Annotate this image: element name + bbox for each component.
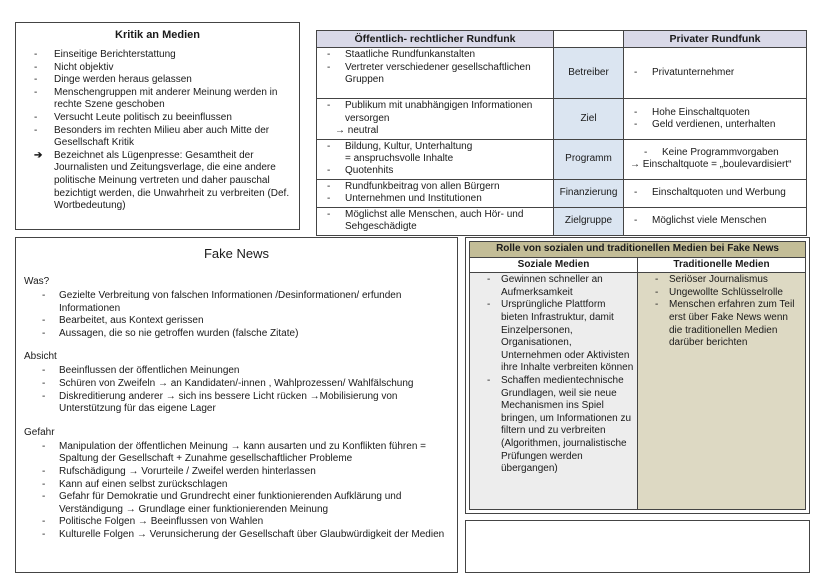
list-item [641,274,802,287]
item-text: Einschaltquote = „boulevardisiert“ [642,159,792,171]
item-text: Quotenhits [345,165,394,177]
public-cell [317,207,554,235]
item-text: Gefahr für Demokratie und Grundrecht einer funktionierenden Aufklärung und Verständigung → Grundlage einer funktionierenden Meinung [59,491,402,515]
item-text: Gezielte Verbreitung von falschen Informationen /Desinformationen/ erfunden Informationen [59,290,402,314]
list-item [24,378,449,391]
bullet: - [327,193,331,205]
bullet: - [487,374,491,386]
item-text: Geld verdienen, unterhalten [652,119,776,131]
item-text: Staatliche Rundfunkanstalten [345,49,476,61]
bullet: - [34,49,38,60]
item-text: = anspruchsvolle Inhalte [345,153,454,165]
list-item [24,74,291,87]
arrow-icon: ➔ [34,149,43,161]
item-text: Aussagen, die so nie getroffen wurden (falsche Zitate) [59,327,299,339]
table-row [317,139,807,179]
item-text: Möglichst viele Menschen [652,214,767,226]
bullet: - [655,286,659,298]
bullet: - [655,299,659,311]
rolle-table [469,241,806,510]
list-item [24,479,449,492]
bullet: - [634,214,638,226]
bullet: - [327,61,331,73]
arrow-icon: → [630,159,640,171]
list-item [24,391,449,416]
bullet: - [644,146,648,158]
item-text: Schüren von Zweifeln → an Kandidaten/-innen , Wahlprozessen/ Wahlfälschung [59,377,414,389]
table-row [317,48,807,99]
bullet: - [634,187,638,199]
list-item [628,187,802,199]
bullet: - [487,274,491,286]
list-item [24,125,291,150]
bullet: - [634,119,638,131]
item-text: Einschaltquoten und Werbung [652,187,786,199]
list-item [24,516,449,529]
column-header-traditional: Traditionelle Medien [638,257,806,273]
list-item [321,100,549,125]
item-text: Ursprüngliche Plattform bieten Infrastruktur, damit Einzelpersonen, Organisationen, Unternehmen oder Aktivisten ihre Inhalte verbreiten können [501,299,634,374]
row-label: Programm [554,139,624,179]
item-text: Dinge werden heraus gelassen [54,74,192,86]
bullet: - [655,274,659,286]
item-text: Ungewollte Schlüsselrolle [669,286,783,298]
item-text: Versucht Leute politisch zu beeinflussen [54,111,232,123]
social-media-cell [470,273,638,510]
private-cell [624,179,807,207]
section-heading: Absicht [24,351,57,363]
list-item [628,119,802,131]
bullet: - [42,365,46,377]
bullet: - [34,124,38,136]
list-item [321,49,549,61]
bullet: - [42,315,46,327]
bullet: - [42,516,46,528]
list-item [321,181,549,193]
list-item [628,107,802,119]
list-item [473,274,634,299]
kritik-box [15,22,300,230]
section-heading: Gefahr [24,426,55,438]
arrow-icon: → [335,125,345,137]
item-text: Nicht objektiv [54,61,114,73]
item-text: Bezeichnet als Lügenpresse: Gesamtheit der Journalisten und Zeitungsverlage, die eine andere politische Meinung vertreten und daher pauschal bezichtigt werden, die Unwahrheit zu verbreiten (Def. Wortbedeutung) [54,149,290,212]
list-item [24,49,291,62]
header-middle [554,31,624,48]
bullet: - [327,208,331,220]
bullet: - [487,299,491,311]
item-text: Privatunternehmer [652,67,735,79]
public-cell [317,179,554,207]
private-cell [624,139,807,179]
private-cell [624,48,807,99]
rundfunk-table [316,30,807,236]
list-item [628,147,802,159]
item-text: Gewinnen schneller an Aufmerksamkeit [501,274,603,298]
bullet: - [634,67,638,79]
item-text: Keine Programmvorgaben [662,146,779,158]
bullet: - [42,327,46,339]
list-item [24,441,449,466]
kritik-list [24,49,291,213]
section-heading: Was? [24,276,50,287]
section-gefahr [24,426,449,542]
empty-box [465,520,810,573]
column-header-social: Soziale Medien [470,257,638,273]
item-text: Manipulation der öffentlichen Meinung → kann ausarten und zu Konflikten führen = Spaltung der Gesellschaft + Zunahme gesellschaftlicher Probleme [59,440,427,465]
item-text: Kulturelle Folgen → Verunsicherung der Gesellschaft über Glaubwürdigkeit der Medien [59,528,445,540]
list-item [321,141,549,153]
list-item [24,466,449,479]
bullet: - [42,478,46,490]
list-item [24,328,449,341]
list-item [321,62,549,87]
list-item [321,165,549,177]
item-text: Besonders im rechten Milieu aber auch Mitte der Gesellschaft Kritik [54,124,270,149]
item-text: Vertreter verschiedener gesellschaftlichen Gruppen [345,61,531,86]
bullet: - [34,86,38,98]
bullet: - [327,140,331,152]
list-item [24,150,291,213]
bullet: - [34,74,38,86]
kritik-title: Kritik an Medien [115,29,200,41]
list-item [24,315,449,328]
bullet: - [327,100,331,112]
list-item [24,112,291,125]
list-item [473,375,634,476]
table-row [317,179,807,207]
item-text: Menschen erfahren zum Teil erst über Fake News wenn die traditionellen Medien darüber berichten [669,299,795,349]
bullet: - [42,491,46,503]
row-label: Ziel [554,99,624,139]
item-text: Unternehmen und Institutionen [345,193,482,205]
bullet: - [34,61,38,73]
bullet: - [634,106,638,118]
item-text: Seriöser Journalismus [669,274,768,286]
bullet: - [42,440,46,452]
rolle-title: Rolle von sozialen und traditionellen Medien bei Fake News [470,242,806,258]
public-cell [317,139,554,179]
table-row [317,207,807,235]
rolle-box [465,237,810,514]
item-text: Diskreditierung anderer → sich ins bessere Licht rücken →Mobilisierung von Unterstützung für das eigene Lager [59,390,398,415]
item-text: Beeinflussen der öffentlichen Meinungen [59,365,240,377]
list-item [628,215,802,227]
public-cell [317,48,554,99]
list-item [24,491,449,516]
bullet: - [327,49,331,61]
fake-news-box [15,237,458,573]
list-item [473,299,634,375]
bullet: - [42,390,46,402]
list-item [628,67,802,79]
bullet: - [327,180,331,192]
item-text: Hohe Einschaltquoten [652,106,750,118]
item-text: neutral [347,125,379,137]
item-text: Politische Folgen → Beeinflussen von Wahlen [59,516,264,528]
bullet: - [42,377,46,389]
list-item [321,193,549,205]
public-cell [317,99,554,139]
bullet: - [34,111,38,123]
item-text: Möglichst alle Menschen, auch Hör- und Sehgeschädigte [345,208,524,233]
list-item [321,125,549,137]
private-cell [624,99,807,139]
item-text: Publikum mit unabhängigen Informationen versorgen [345,100,533,124]
row-label: Finanzierung [554,179,624,207]
bullet: - [42,528,46,540]
bullet: - [42,290,46,301]
list-item [321,209,549,234]
header-private: Privater Rundfunk [624,31,807,48]
traditional-media-cell [638,273,806,510]
list-item [24,62,291,75]
header-public: Öffentlich- rechtlicher Rundfunk [317,31,554,48]
list-item [24,290,449,315]
section-absicht [24,350,449,415]
fake-news-title: Fake News [203,246,270,261]
item-text: Einseitige Berichterstattung [54,49,176,60]
list-item [628,159,802,171]
row-label: Betreiber [554,48,624,99]
item-text: Bearbeitet, aus Kontext gerissen [59,315,204,327]
item-text: Rufschädigung → Vorurteile / Zweifel werden hinterlassen [59,465,316,477]
item-text: Bildung, Kultur, Unterhaltung [345,140,473,152]
table-row [317,99,807,139]
list-item [24,365,449,378]
list-item [24,529,449,542]
bullet: - [327,165,331,177]
bullet: - [42,465,46,477]
table-header-row [317,31,807,48]
item-text: Rundfunkbeitrag von allen Bürgern [345,180,500,192]
list-item [321,153,549,165]
item-text: Schaffen medientechnische Grundlagen, weil sie neue Mechanismen ins Spiel bringen, um Informationen zu filtern und zu verbreiten (Algorithmen, journalistische Prüfungen werden übergangen) [501,374,632,475]
list-item [641,287,802,300]
item-text: Kann auf einen selbst zurückschlagen [59,478,228,490]
list-item [641,299,802,349]
private-cell [624,207,807,235]
row-label: Zielgruppe [554,207,624,235]
list-item [24,87,291,112]
item-text: Menschengruppen mit anderer Meinung werden in rechte Szene geschoben [54,86,278,111]
section-was [24,275,449,340]
